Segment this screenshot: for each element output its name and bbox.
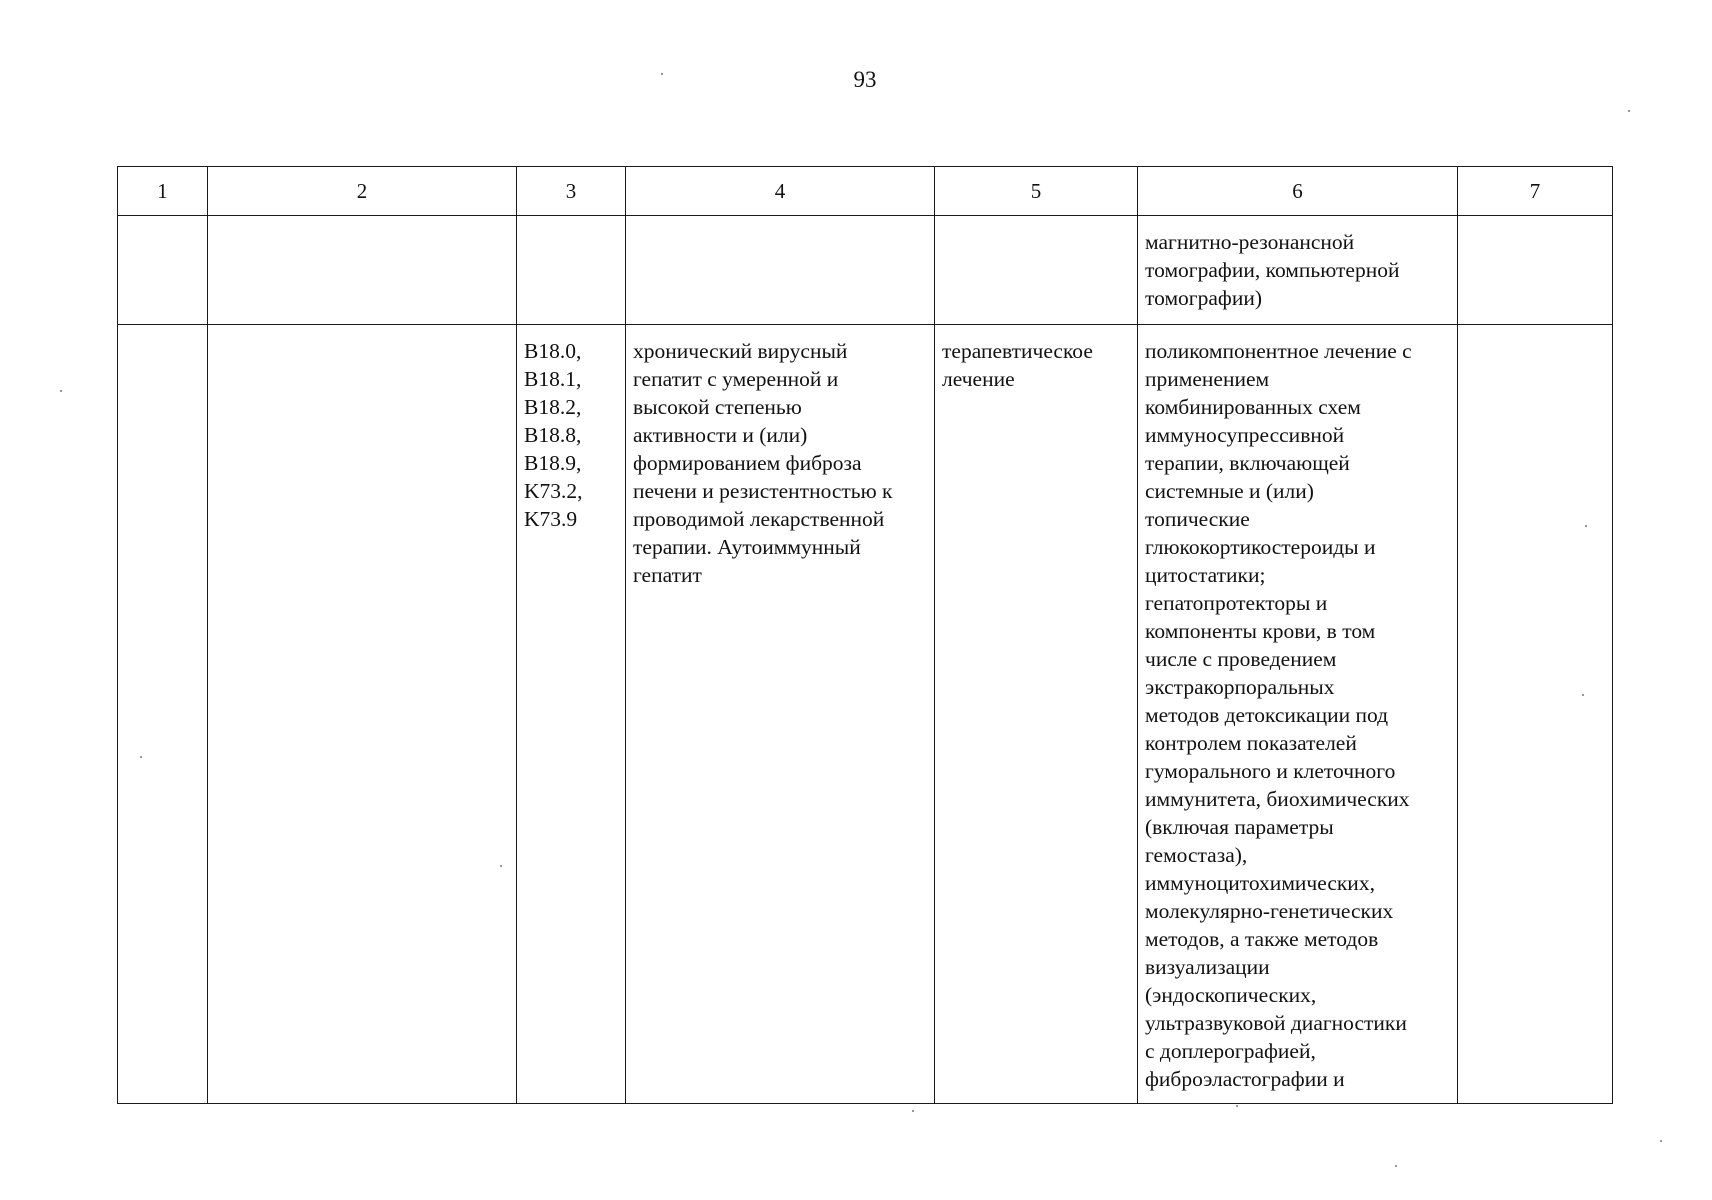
- scan-speck: [60, 390, 62, 392]
- treatment-method-text: поликомпонентное лечение с применением комбинированных схем иммуносупрессивной терапии, включающей системные и (или) топические глюкокортикостероиды и цитостатики; гепатопротекторы и компоненты крови, в том числе с проведением экстракорпоральных методов детоксикации под контролем показателей гуморального и клеточного иммунитета, биохимических (включая параметры гемостаза), иммуноцитохимических, молекулярно-генетических методов, а также методов визуализации (эндоскопических, ультразвуковой диагностики с доплерографией, фиброэластографии и: [1145, 339, 1412, 1091]
- cont-cell-col-2: [208, 216, 517, 325]
- cont-cell-col-5: [935, 216, 1138, 325]
- scan-speck: [1236, 1105, 1238, 1107]
- cont-cell-col-6: [1138, 216, 1458, 325]
- cont-cell-col-1: [118, 216, 208, 325]
- main-cell-col-2: [208, 325, 517, 1104]
- header-col-5: 5: [935, 167, 1138, 216]
- header-col-2: 2: [208, 167, 517, 216]
- scan-speck: [912, 1110, 914, 1112]
- header-col-1: 1: [118, 167, 208, 216]
- header-col-7: 7: [1458, 167, 1613, 216]
- cont-cell-col-3: [517, 216, 626, 325]
- icd-codes: B18.0, B18.1, B18.2, B18.8, B18.9, K73.2, K73.9: [524, 339, 583, 531]
- main-cell-col-1: [118, 325, 208, 1104]
- continued-treatment-text: магнитно-резонансной томографии, компьютерной томографии): [1145, 230, 1400, 310]
- header-col-3: 3: [517, 167, 626, 216]
- cont-cell-col-4: [626, 216, 935, 325]
- main-cell-col-6: [1138, 325, 1458, 1104]
- table-row-hepatitis: [118, 325, 1613, 1104]
- main-cell-col-4: [626, 325, 935, 1104]
- page-number: 93: [853, 67, 877, 92]
- main-cell-col-3: [517, 325, 626, 1104]
- treatment-type: терапевтическое лечение: [942, 339, 1093, 391]
- cont-cell-col-7: [1458, 216, 1613, 325]
- header-col-6: 6: [1138, 167, 1458, 216]
- scan-speck: [661, 73, 663, 75]
- scan-speck: [1585, 525, 1587, 527]
- scan-speck: [1395, 1165, 1397, 1167]
- table-row-continuation: [118, 216, 1613, 325]
- diagnosis-text: хронический вирусный гепатит с умеренной и высокой степенью активности и (или) формированием фиброза печени и резистентностью к проводимой лекарственной терапии. Аутоиммунный гепатит: [633, 339, 893, 587]
- scan-speck: [140, 756, 142, 758]
- scan-speck: [1660, 1140, 1662, 1142]
- scan-speck: [1582, 694, 1584, 696]
- medical-care-table: [117, 166, 1613, 1104]
- scan-speck: [1628, 110, 1630, 112]
- main-cell-col-7: [1458, 325, 1613, 1104]
- header-col-4: 4: [626, 167, 935, 216]
- main-cell-col-5: [935, 325, 1138, 1104]
- table-header-row: [118, 167, 1613, 216]
- scan-speck: [500, 865, 502, 867]
